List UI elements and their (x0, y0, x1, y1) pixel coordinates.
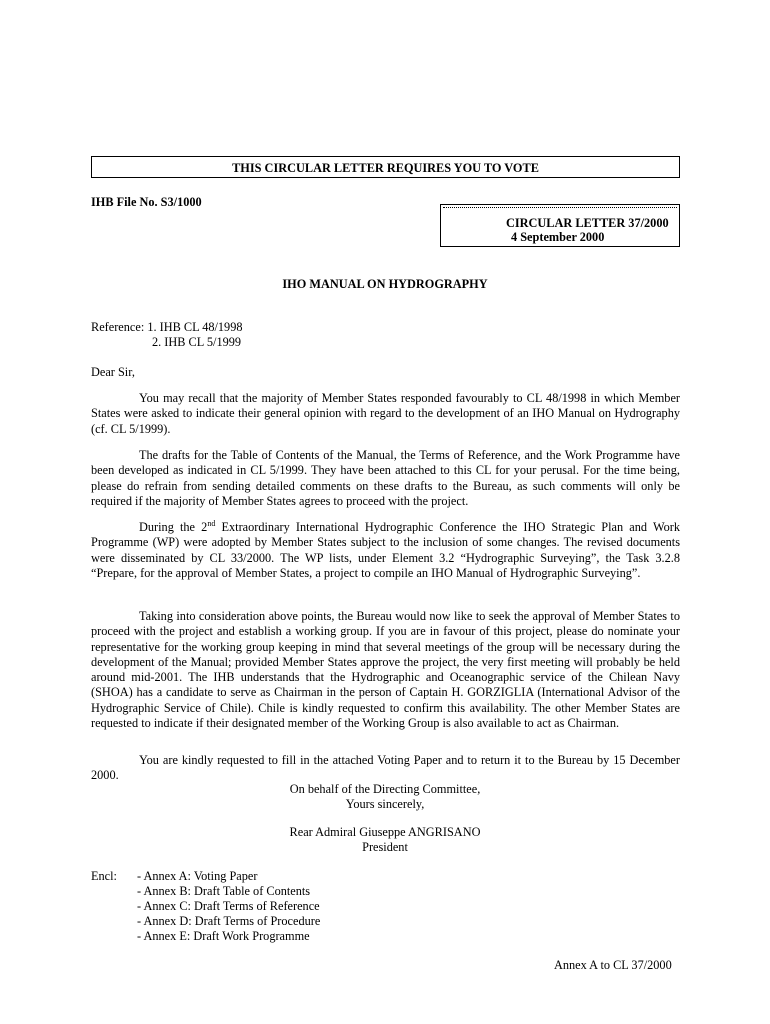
paragraph-1: You may recall that the majority of Member States responded favourably to CL 48/1998 in which Member States were asked to indicate their general opinion with regard to the development of an IHO Manual on Hydrography (cf. CL 5/1999). (91, 391, 680, 436)
paragraph-2: The drafts for the Table of Contents of the Manual, the Terms of Reference, and the Work Programme have been developed as indicated in CL 5/1999. They have been attached to this CL for your perusal. For the time being, please do refrain from sending detailed comments on these drafts to the Bureau, as such comments will only be required if the majority of Member States agrees to proceed with the project. (91, 448, 680, 508)
paragraph-3 (91, 520, 680, 581)
box-divider (443, 207, 677, 208)
list-item: - Annex A: Voting Paper (137, 869, 258, 883)
list-item: - Annex E: Draft Work Programme (137, 929, 310, 943)
closing-sincerely: Yours sincerely, (345, 797, 425, 811)
vote-notice-box (91, 156, 680, 178)
list-item: - Annex B: Draft Table of Contents (137, 884, 311, 898)
paragraph-3-rest: Extraordinary International Hydrographic Conference the IHO Strategic Plan and Work Programme (WP) were adopted by Member States subject to the inclusion of some changes. The revised documents were disseminated by CL 33/2000. The WP lists, under Element 3.2 “Hydrographic Surveying”, the Task 3.2.8 “Prepare, for the approval of Member States, a project to compile an IHO Manual of Hydrographic Surveying”. (91, 520, 680, 580)
paragraph-4: Taking into consideration above points, the Bureau would now like to seek the approval of Member States to proceed with the project and establish a working group. If you are in favour of this project, please do nominate your representative for the working group keeping in mind that several meetings of the group will be necessary during the development of the Manual; provided Member States approve the project, the very first meeting will probably be held around mid-2001. The IHB understands that the Hydrographic and Oceanographic service of the Chilean Navy (SHOA) has a candidate to serve as Chairman in the person of Captain H. GORZIGLIA (International Advisor of the Hydrographic Service of Chile). Chile is kindly requested to confirm this availability. The other Member States are requested to indicate if their designated member of the Working Group is also available to act as Chairman. (91, 609, 680, 731)
ordinal-superscript: nd (207, 518, 216, 528)
enclosures-label: Encl: (91, 869, 117, 883)
reference-line-1: Reference: 1. IHB CL 48/1998 (91, 320, 243, 334)
paragraph-3-start: During the 2 (139, 520, 208, 534)
list-item: - Annex C: Draft Terms of Reference (137, 899, 320, 913)
signer-position: President (362, 840, 408, 854)
reference-line-2: 2. IHB CL 5/1999 (152, 335, 242, 349)
closing-behalf: On behalf of the Directing Committee, (289, 782, 481, 796)
file-number: IHB File No. S3/1000 (91, 195, 202, 209)
annex-footer: Annex A to CL 37/2000 (554, 958, 672, 972)
document-title: IHO MANUAL ON HYDROGRAPHY (282, 277, 488, 291)
circular-letter-date: 4 September 2000 (511, 230, 605, 244)
vote-notice-text: THIS CIRCULAR LETTER REQUIRES YOU TO VOTE (232, 161, 539, 175)
circular-letter-number: CIRCULAR LETTER 37/2000 (506, 216, 669, 230)
list-item: - Annex D: Draft Terms of Procedure (137, 914, 321, 928)
enclosures-list (137, 869, 320, 944)
paragraph-5: You are kindly requested to fill in the attached Voting Paper and to return it to the Bureau by 15 December 2000. (91, 753, 680, 783)
circular-letter-box (440, 204, 680, 247)
signer-name: Rear Admiral Giuseppe ANGRISANO (289, 825, 481, 839)
salutation: Dear Sir, (91, 365, 135, 379)
